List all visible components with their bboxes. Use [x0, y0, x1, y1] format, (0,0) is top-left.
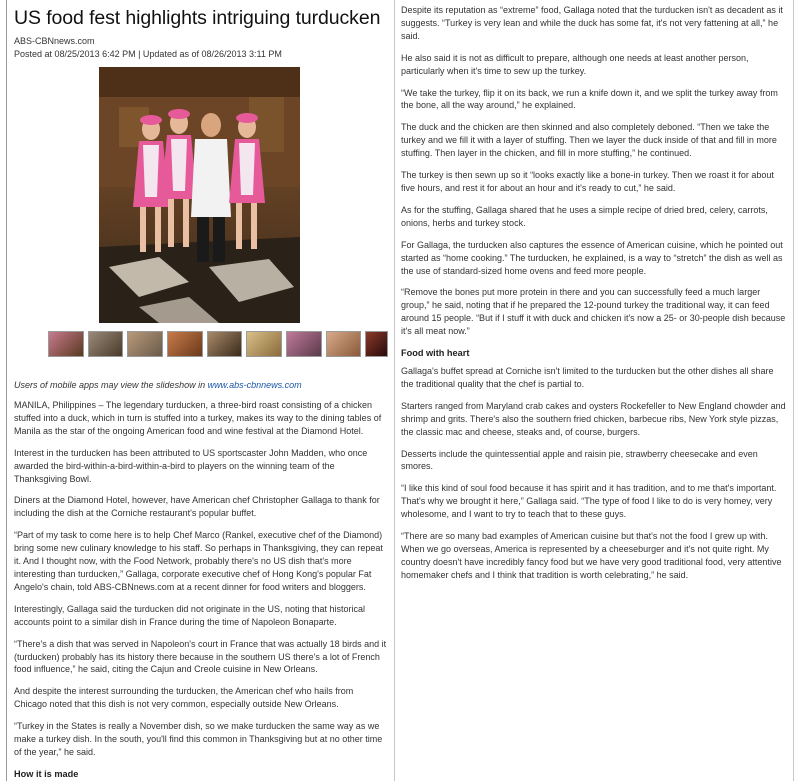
article-paragraph: “Remove the bones put more protein in there and you can successfully feed a much larger group,” he said, noting that if he prepared the 12-pound turkey the traditional way, it can feed around 15 people. “But if I stuff it with duck and chicken it's now a 25- or 30-people dish because it's all meat now.” — [401, 287, 786, 337]
subhead-food-with-heart: Food with heart — [401, 348, 470, 359]
right-column — [396, 0, 794, 781]
left-article-body — [14, 399, 388, 759]
right-article-body-1 — [401, 4, 787, 338]
slideshow-thumbnail[interactable] — [365, 331, 388, 357]
left-column — [6, 0, 395, 781]
article-headline: US food fest highlights intriguing turducken — [14, 7, 381, 29]
article-paragraph: Interest in the turducken has been attributed to US sportscaster John Madden, who once awarded the bird-within-a-bird-within-a-bird to players on the winning team of the Thanksgiving Bowl. — [14, 447, 368, 484]
slideshow-thumbnail[interactable] — [326, 331, 362, 357]
caption-text: Users of mobile apps may view the slideshow in — [14, 380, 208, 390]
article-paragraph: Gallaga's buffet spread at Corniche isn't limited to the turducken but the other dishes all share the traditional quality that the chef is partial to. — [401, 366, 774, 389]
main-photo-image — [99, 67, 300, 323]
article-paragraph: For Gallaga, the turducken also captures the essence of American cuisine, which he pointed out started as “home cooking.” The turducken, he explained, is a way to “stretch” the dish as well as the use of standard-sized home ovens and feed more people. — [401, 239, 783, 276]
slideshow-thumbnail[interactable] — [167, 331, 203, 357]
article-paragraph: As for the stuffing, Gallaga shared that he uses a simple recipe of dried bred, celery, carrots, onions, herbs and turkey stock. — [401, 204, 768, 228]
slideshow-thumbnail[interactable] — [246, 331, 282, 357]
article-timestamp: Posted at 08/25/2013 6:42 PM | Updated as of 08/26/2013 3:11 PM — [14, 49, 282, 59]
article-paragraph: Diners at the Diamond Hotel, however, have American chef Christopher Gallaga to thank for including the dish at the Corniche restaurant's popular buffet. — [14, 495, 380, 519]
right-article-body-2 — [401, 365, 787, 582]
article-paragraph: The turkey is then sewn up so it “looks exactly like a bone-in turkey. Then we roast it for about five hours, and rest it for about an hour and it's ready to cut,” he said. — [401, 170, 774, 193]
article-paragraph: And despite the interest surrounding the turducken, the American chef who hails from Chicago noted that this dish is not very common, especially outside New Orleans. — [14, 686, 354, 710]
slideshow-caption — [14, 379, 388, 391]
slideshow-thumbnail[interactable] — [88, 331, 124, 357]
article-paragraph: Interestingly, Gallaga said the turducken did not originate in the US, noting that historical accounts point to a similar dish in France during the time of Napoleon Bonaparte. — [14, 603, 366, 627]
article-paragraph: He also said it is not as difficult to prepare, although one needs at least another person, particularly when it's time to sew up the turkey. — [401, 52, 749, 76]
article-paragraph: “Turkey in the States is really a November dish, so we make turducken the same way as we make a turkey dish. In the south, you'll find this common in Thanksgiving but at no other time of the year,” he said. — [14, 721, 383, 757]
article-source: ABS-CBNnews.com — [14, 36, 95, 46]
article-paragraph: “I like this kind of soul food because it has spirit and it has tradition, and to me that's important. That's why we brought it here,” Gallaga said. “The type of food I like to do is very homey, very wholesome, and I want to try to teach that to these guys. — [401, 483, 777, 520]
slideshow-thumbnail[interactable] — [207, 331, 243, 357]
article-paragraph: The duck and the chicken are then skinned and also completely deboned. “Then we take the turkey and we fill it with a layer of stuffing. Then we layer the duck inside of that and fill in more stuffing. Then layer in the chicken, and fill in more stuffing,” he continued. — [401, 122, 777, 159]
caption-link[interactable]: www.abs-cbnnews.com — [207, 380, 302, 390]
subhead-how-it-is-made: How it is made — [14, 768, 79, 779]
slideshow-thumbnails — [48, 331, 388, 359]
article-paragraph: “Part of my task to come here is to help Chef Marco (Rankel, executive chef of the Diamond) bring some new culinary knowledge to his staff. So perhaps in Thanksgiving, they can repeat it. And I thought now, with the Food Network, probably there's no US dish that's more interesting than turducken,” Gallaga, corporate executive chef of Hong Kong's popular Fat Angelo's chain, told ABS-CBNnews.com at a recent dinner for food writers and bloggers. — [14, 530, 383, 592]
article-paragraph: “There's a dish that was served in Napoleon's court in France that was actually 18 birds and it (turducken) probably has its history there because in the southern US there's a lot of French food influence,” he said, citing the Cajun and Creole cuisine in New Orleans. — [14, 638, 387, 675]
article-paragraph: “We take the turkey, flip it on its back, we run a knife down it, and we split the turkey away from the bone, all the way around,” he explained. — [401, 87, 778, 111]
article-paragraph: Desserts include the quintessential apple and raisin pie, strawberry cheesecake and even smores. — [401, 448, 758, 472]
article-paragraph: Starters ranged from Maryland crab cakes and oysters Rockefeller to New England chowder and shrimp and grits. There's also the southern fried chicken, barbecue ribs, New York style pizzas, the classic mac and cheese, steaks and, of course, burgers. — [401, 400, 786, 437]
slideshow-thumbnail[interactable] — [48, 331, 84, 357]
slideshow-thumbnail[interactable] — [286, 331, 322, 357]
slideshow-thumbnail[interactable] — [127, 331, 163, 357]
article-paragraph: “There are so many bad examples of American cuisine but that's not the food I grew up with. When we go overseas, America is represented by a cheeseburger and it's not quite right. My country doesn't have incredibly fancy food but we have very good traditional food, very attentive homemaker chefs and I think that tradition is worth celebrating,” he said. — [401, 531, 782, 580]
main-photo[interactable] — [99, 67, 300, 323]
article-paragraph: MANILA, Philippines – The legendary turducken, a three-bird roast consisting of a chicken stuffed into a duck, which in turn is stuffed into a turkey, makes its way to the dining tables of Manila as the star of the ongoing American food and wine festival at the Diamond Hotel. — [14, 400, 382, 436]
article-paragraph: Despite its reputation as “extreme” food, Gallaga noted that the turducken isn't as decadent as it suggests. “Turkey is very lean and while the duck has some fat, it's not very fattening at all,” he said. — [401, 5, 783, 41]
